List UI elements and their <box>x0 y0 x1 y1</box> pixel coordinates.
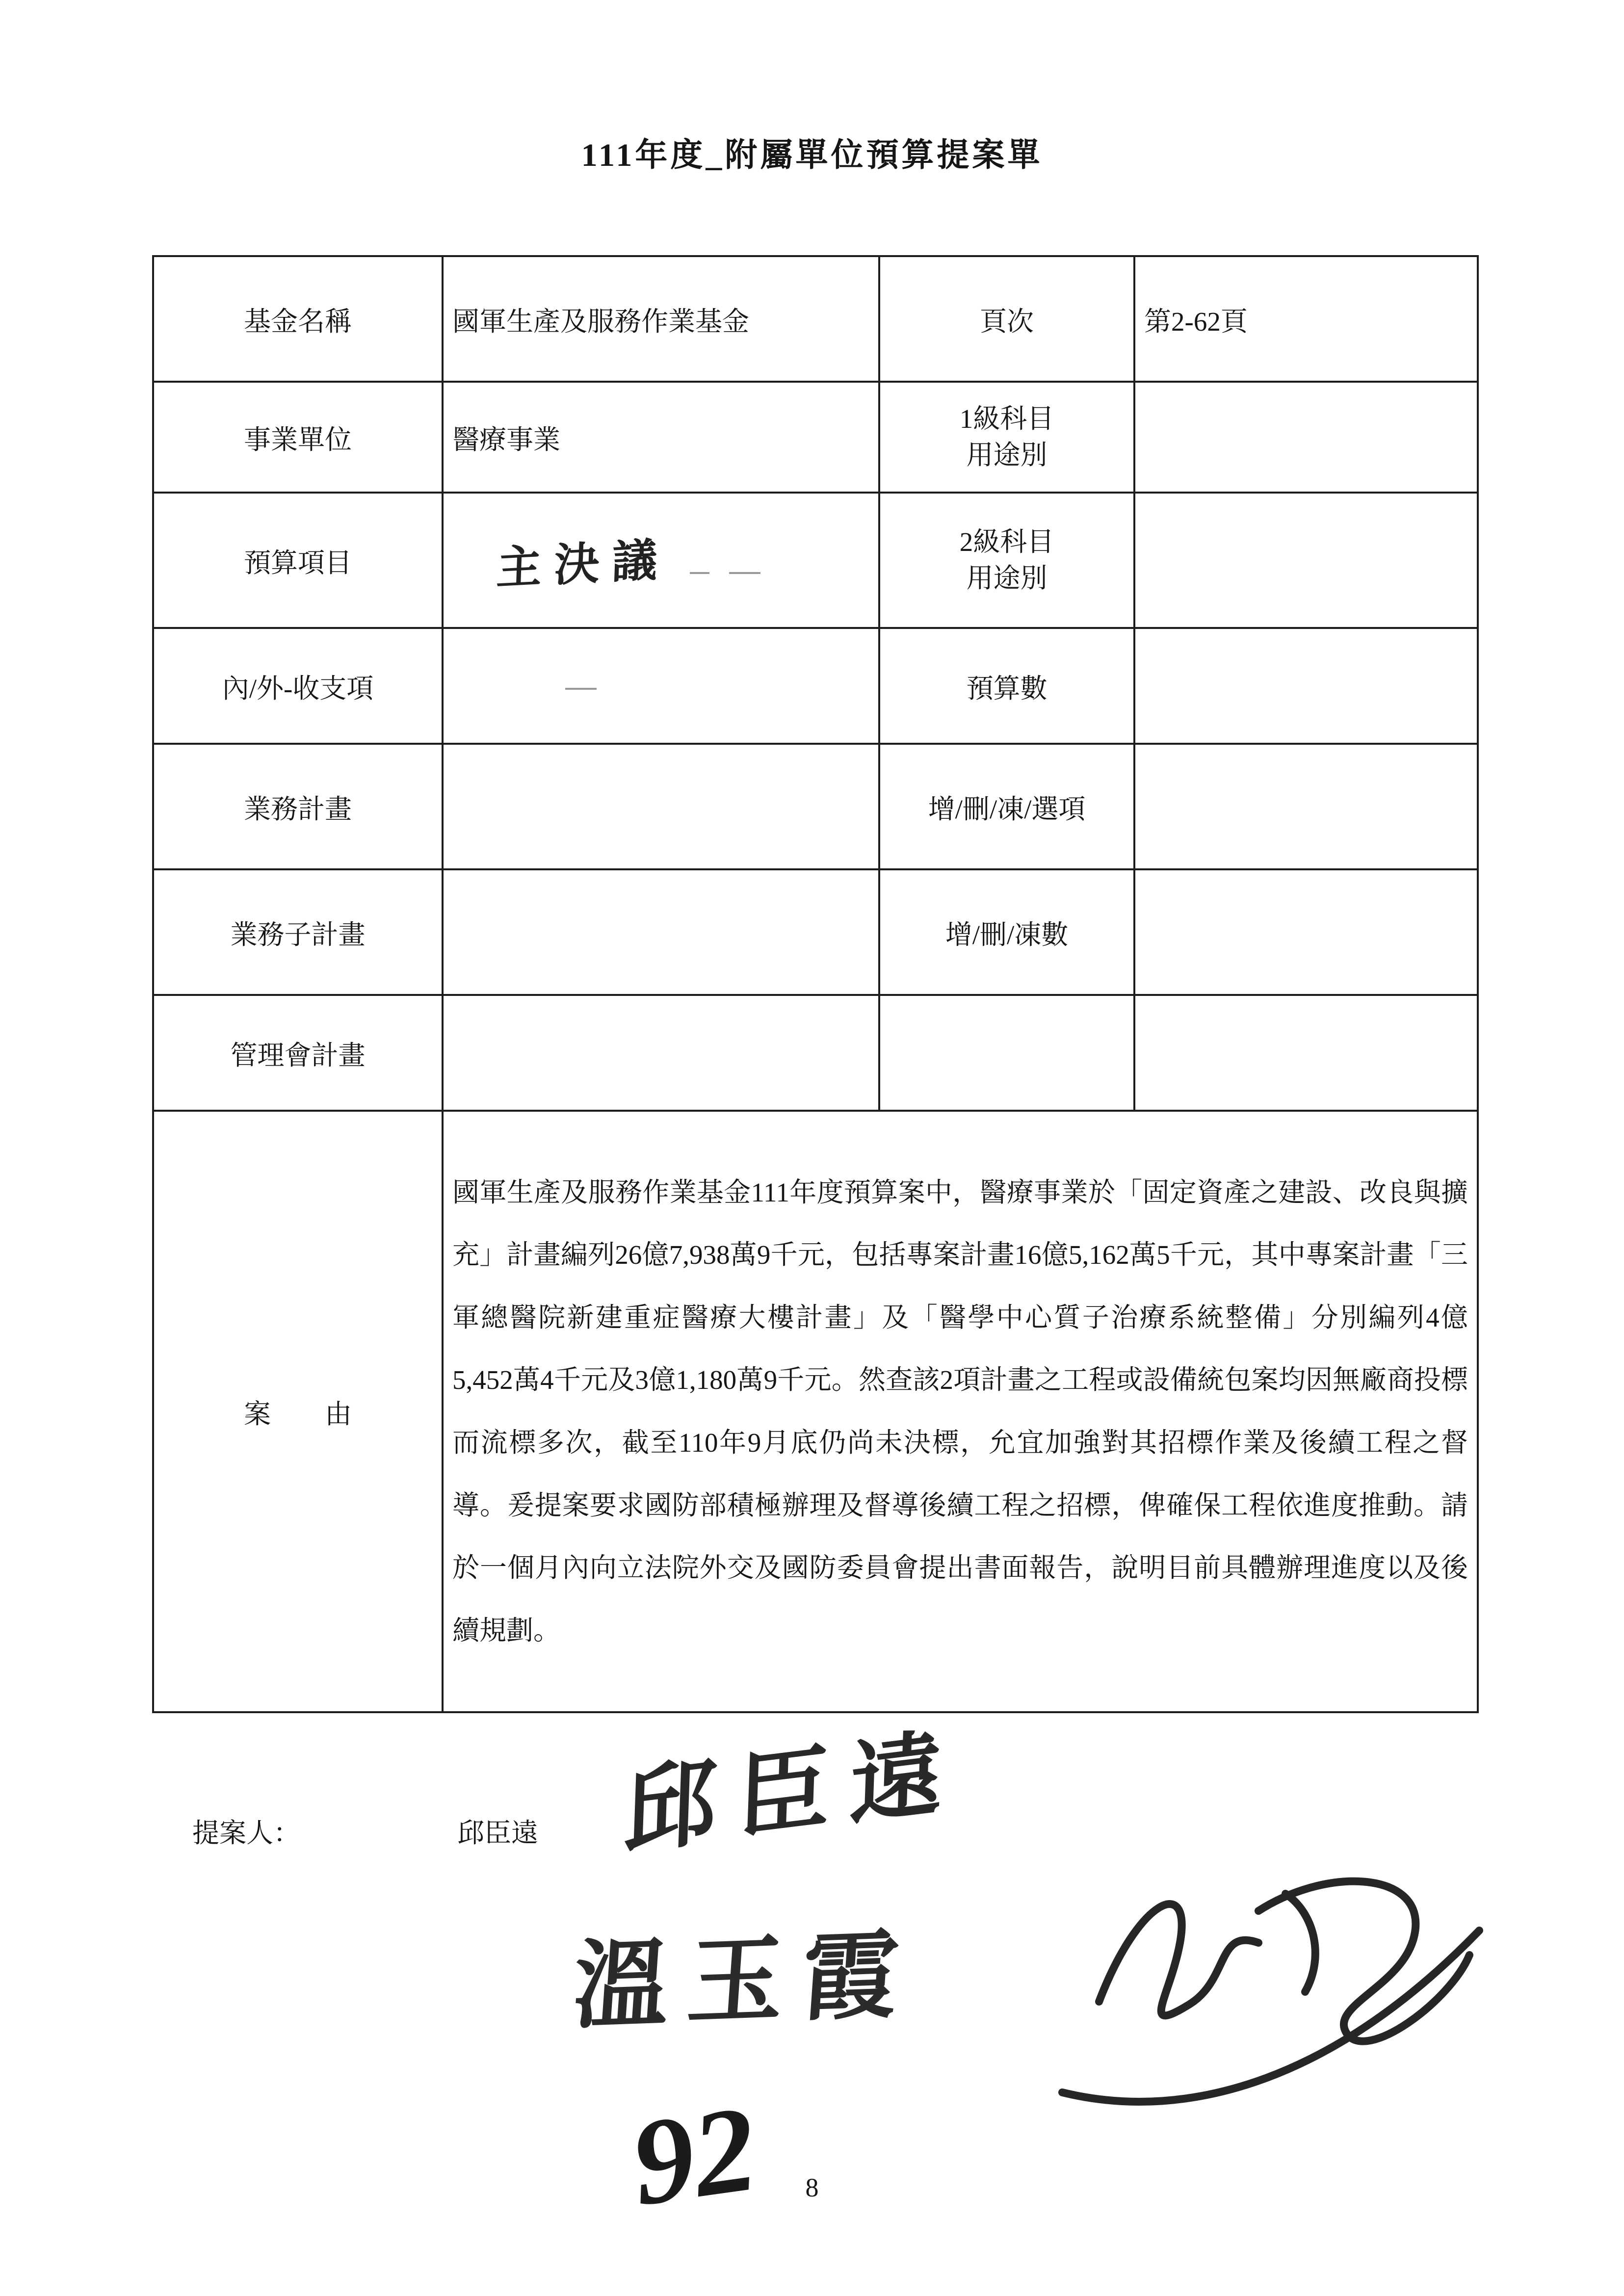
budget-amount-value <box>1134 628 1478 744</box>
in-out-item-value <box>443 628 879 744</box>
pencil-mark <box>690 572 709 574</box>
add-delete-freeze-option-label: 增/刪/凍/選項 <box>879 744 1134 869</box>
budget-item-value <box>443 493 879 628</box>
document-title: 111年度_附屬單位預算提案單 <box>581 137 1043 173</box>
case-description-text: 國軍生產及服務作業基金111年度預算案中，醫療事業於「固定資產之建設、改良與擴充」計畫編列26億7,938萬9千元，包括專案計畫16億5,162萬5千元，其中專案計畫「三軍總醫院新建重症醫療大樓計畫」及「醫學中心質子治療系統整備」分別編列4億5,452萬4千元及3億1,180萬9千元。然查該2項計畫之工程或設備統包案均因無廠商投標而流標多次，截至110年9月底仍尚未決標，允宜加強對其招標作業及後續工程之督導。爰提案要求國防部積極辦理及督導後續工程之招標，俾確保工程依進度推動。請於一個月內向立法院外交及國防委員會提出書面報告，說明目前具體辦理進度以及後續規劃。 <box>443 1111 1478 1712</box>
budget-proposal-table <box>152 255 1479 1713</box>
handwritten-signature-wen: 溫玉霞 <box>570 1922 920 2041</box>
level1-subject-label-line2: 用途別 <box>966 440 1048 470</box>
management-plan-col4 <box>1134 995 1478 1111</box>
business-plan-value <box>443 744 879 869</box>
case-label: 案 由 <box>153 1111 443 1712</box>
fund-name-label: 基金名稱 <box>153 256 443 382</box>
page-number: 8 <box>805 2173 819 2202</box>
pencil-mark <box>729 572 760 574</box>
page-ref-value: 第2-62頁 <box>1134 256 1478 382</box>
add-delete-freeze-amount-value <box>1134 869 1478 995</box>
business-unit-label: 事業單位 <box>153 382 443 493</box>
pencil-mark <box>565 688 597 690</box>
handwritten-budget-item: 主決議 <box>496 534 671 594</box>
page-ref-label: 頁次 <box>879 256 1134 382</box>
in-out-item-label: 內/外-收支項 <box>153 628 443 744</box>
row-case-description <box>153 1111 1478 1712</box>
handwritten-number-92: 92 <box>624 2080 764 2232</box>
row-in-out-item <box>153 628 1478 744</box>
level1-subject-value <box>1134 382 1478 493</box>
proposer-name: 邱臣遠 <box>457 1818 539 1848</box>
row-business-unit <box>153 382 1478 493</box>
proposer-label: 提案人： <box>192 1818 301 1848</box>
level2-subject-value <box>1134 493 1478 628</box>
management-plan-col3 <box>879 995 1134 1111</box>
management-plan-label: 管理會計畫 <box>153 995 443 1111</box>
level2-subject-label-line2: 用途別 <box>966 563 1048 593</box>
budget-amount-label: 預算數 <box>879 628 1134 744</box>
row-fund-name <box>153 256 1478 382</box>
fund-name-value: 國軍生產及服務作業基金 <box>443 256 879 382</box>
level1-subject-label-line1: 1級科目 <box>959 403 1054 434</box>
row-business-subplan <box>153 869 1478 995</box>
business-subplan-label: 業務子計畫 <box>153 869 443 995</box>
budget-item-label: 預算項目 <box>153 493 443 628</box>
add-delete-freeze-option-value <box>1134 744 1478 869</box>
level2-subject-label-line1: 2級科目 <box>959 526 1054 557</box>
business-unit-value: 醫療事業 <box>443 382 879 493</box>
row-management-plan <box>153 995 1478 1111</box>
handwritten-signature-scribble <box>1062 1881 1479 2102</box>
management-plan-value <box>443 995 879 1111</box>
level2-subject-label <box>879 493 1134 628</box>
row-business-plan <box>153 744 1478 869</box>
business-subplan-value <box>443 869 879 995</box>
handwritten-signature-qiu: 邱臣遠 <box>622 1720 965 1866</box>
add-delete-freeze-amount-label: 增/刪/凍數 <box>879 869 1134 995</box>
business-plan-label: 業務計畫 <box>153 744 443 869</box>
row-budget-item <box>153 493 1478 628</box>
level1-subject-label <box>879 382 1134 493</box>
